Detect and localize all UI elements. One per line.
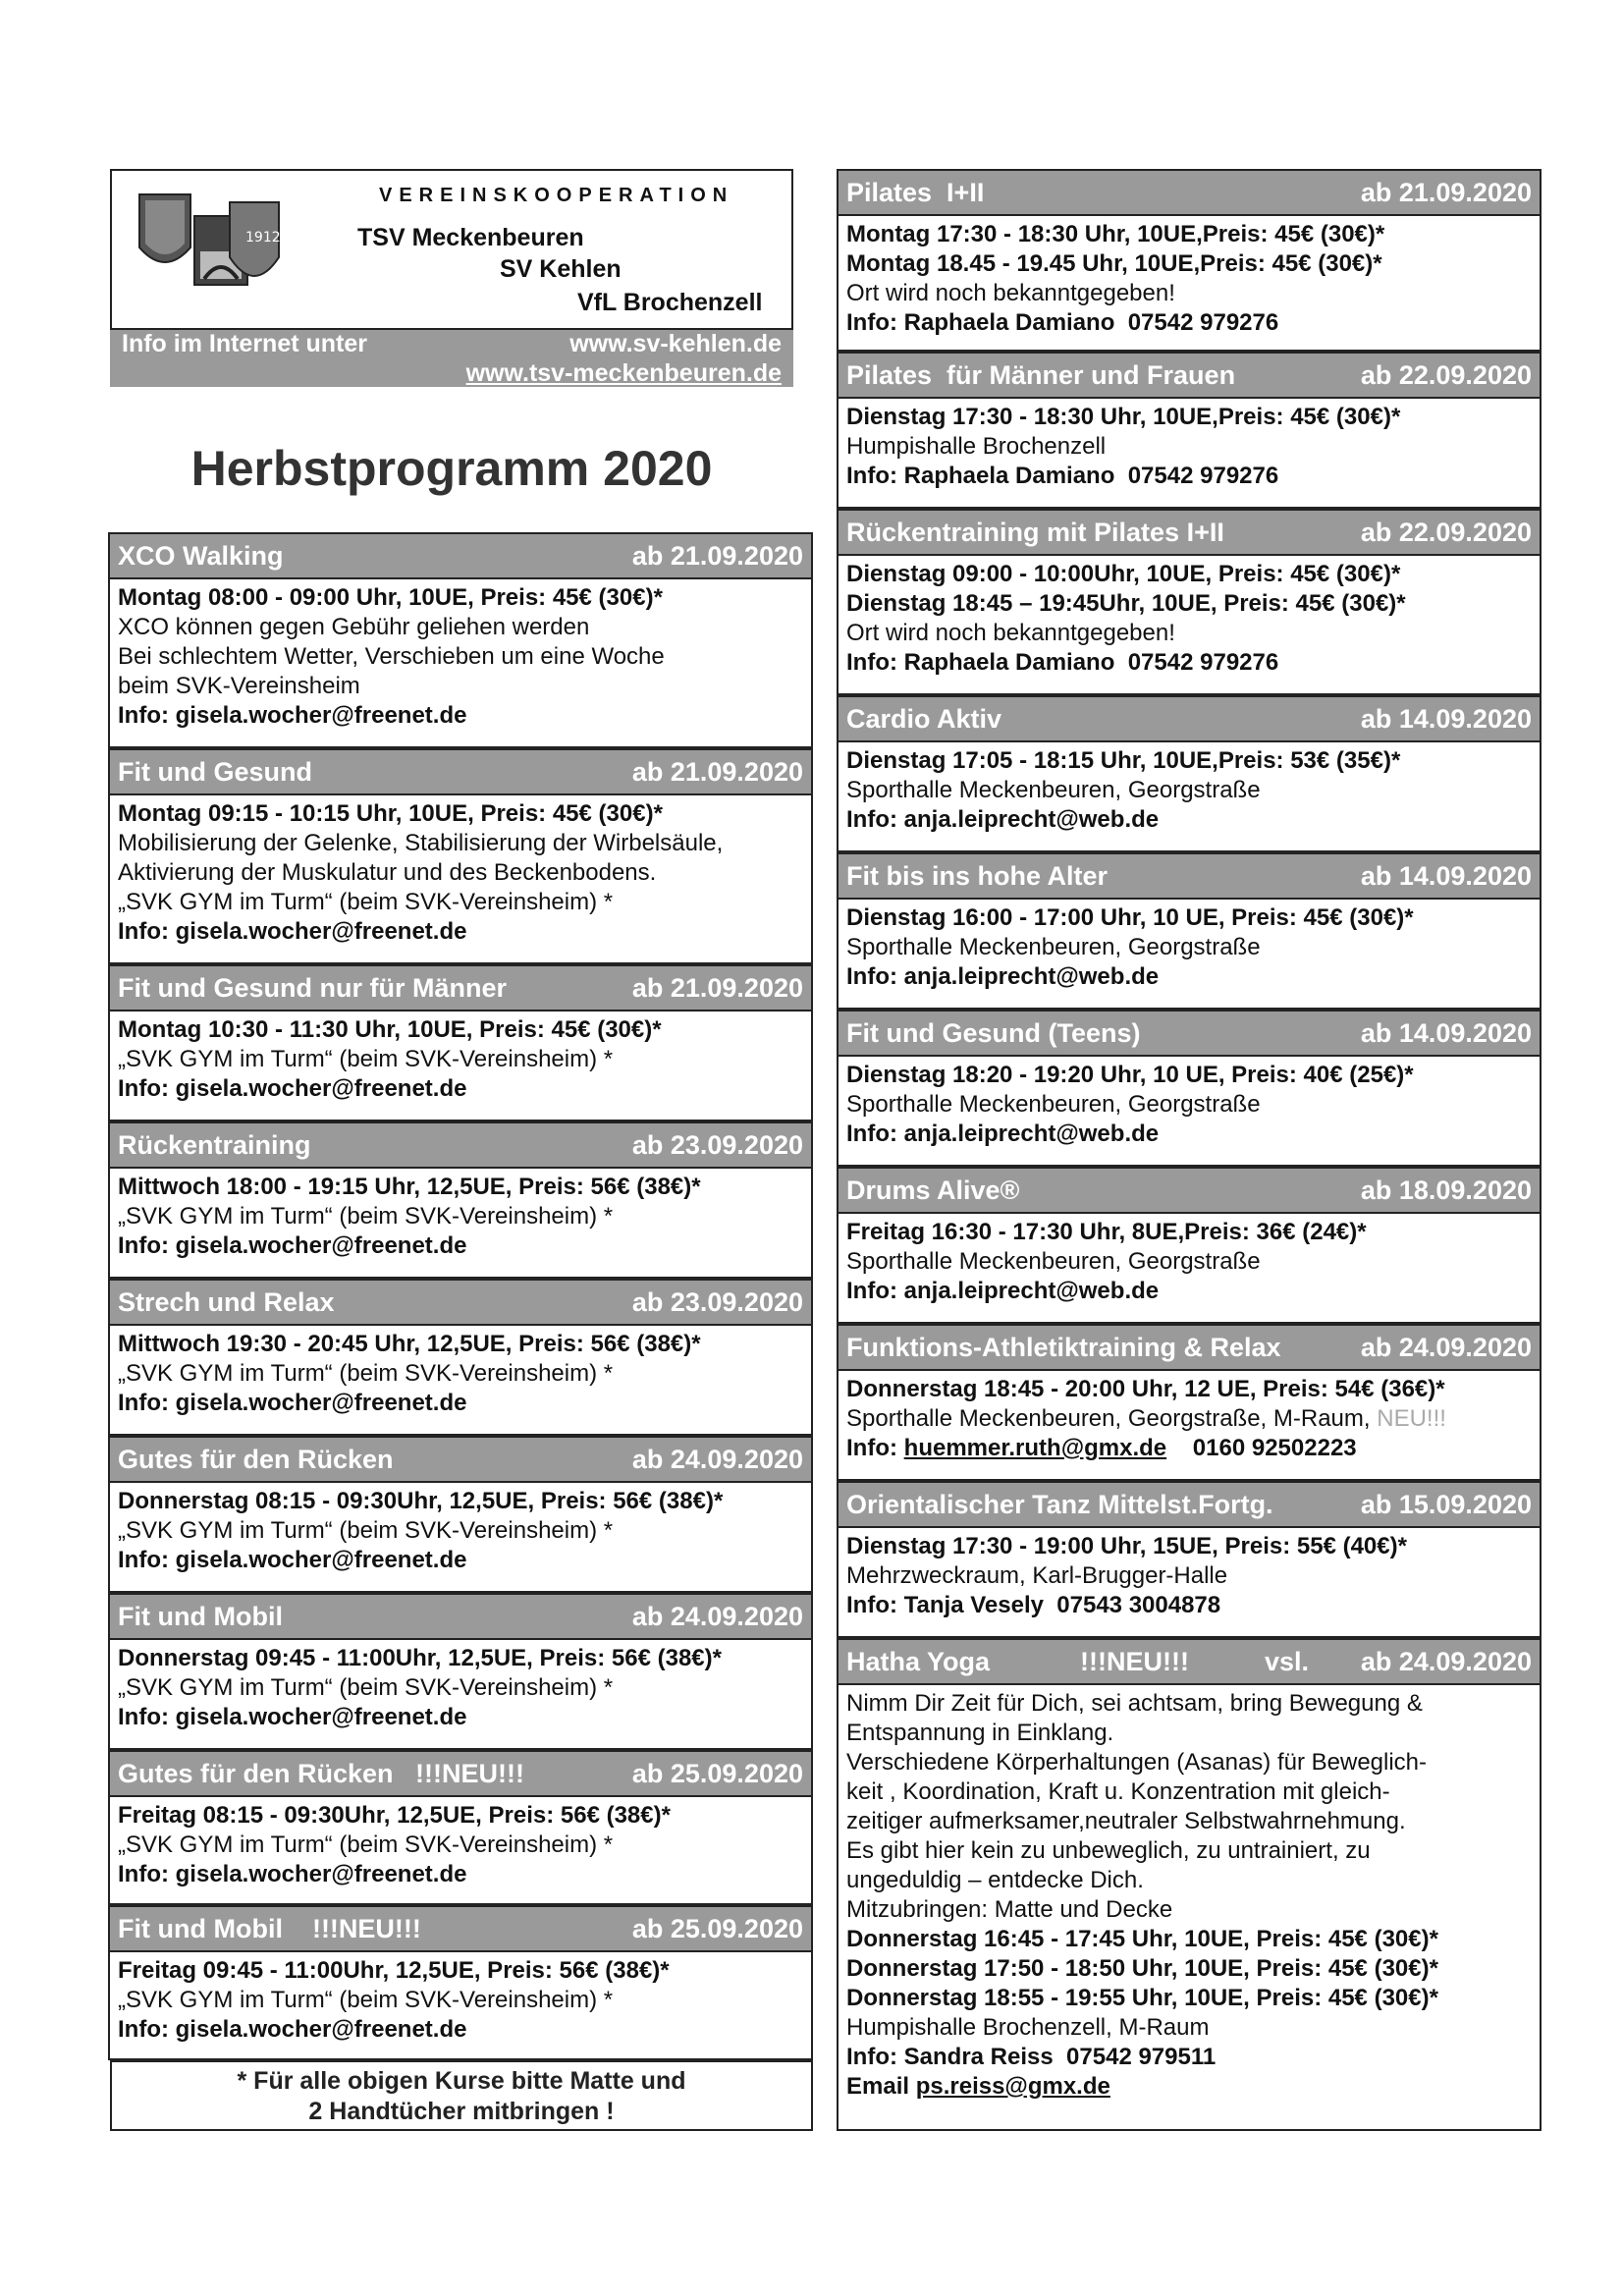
neu-badge: !!!NEU!!! <box>1080 1647 1189 1676</box>
course-text: Humpishalle Brochenzell <box>846 433 1107 460</box>
course-date: ab 21.09.2020 <box>631 757 803 787</box>
club-tsv: TSV Meckenbeuren <box>357 224 584 251</box>
course-date: ab 24.09.2020 <box>1360 1333 1532 1362</box>
course-info: Info: gisela.wocher@freenet.de <box>118 1861 467 1887</box>
course-schedule: Mittwoch 18:00 - 19:15 Uhr, 12,5UE, Preis: 56€ (38€)* <box>118 1174 701 1200</box>
course-title: Fit und Gesund nur für Männer <box>118 973 507 1003</box>
course-gutes-ruecken-do <box>108 1436 813 1593</box>
course-pilates-mf <box>837 352 1542 509</box>
course-info: Info: anja.leiprecht@web.de <box>846 1121 1160 1147</box>
course-schedule: Dienstag 18:45 – 19:45Uhr, 10UE, Preis: 45€ (30€)* <box>846 590 1406 617</box>
course-schedule: Dienstag 16:00 - 17:00 Uhr, 10 UE, Preis: 45€ (30€)* <box>846 904 1414 931</box>
course-date: ab 24.09.2020 <box>631 1445 803 1474</box>
course-title: Fit und Mobil !!!NEU!!! <box>118 1914 421 1943</box>
course-schedule: Donnerstag 08:15 - 09:30Uhr, 12,5UE, Preis: 56€ (38€)* <box>118 1488 724 1514</box>
course-title: Fit und Gesund <box>118 757 312 787</box>
course-pilates <box>837 169 1542 352</box>
course-info: Info: gisela.wocher@freenet.de <box>118 1547 467 1573</box>
course-rueckentraining <box>108 1121 813 1279</box>
course-schedule: Freitag 08:15 - 09:30Uhr, 12,5UE, Preis: 56€ (38€)* <box>118 1802 671 1829</box>
course-text: „SVK GYM im Turm“ (beim SVK-Vereinsheim) * <box>118 1517 614 1544</box>
neu-badge: NEU!!! <box>1377 1405 1446 1432</box>
course-text: Es gibt hier kein zu unbeweglich, zu untrainiert, zu <box>846 1837 1371 1864</box>
course-fit-und-gesund <box>108 748 813 964</box>
course-text: Ort wird noch bekanntgegeben! <box>846 280 1175 306</box>
course-fit-teens <box>837 1010 1542 1167</box>
course-info: Info: Sandra Reiss 07542 979511 <box>846 2044 1217 2070</box>
course-fit-mobil-fr <box>108 1905 813 2060</box>
course-title: Gutes für den Rücken <box>118 1445 394 1474</box>
course-info: Info: gisela.wocher@freenet.de <box>118 2016 467 2043</box>
course-date: ab 23.09.2020 <box>631 1287 803 1317</box>
course-title: Funktions-Athletiktraining & Relax <box>846 1333 1281 1362</box>
course-schedule: Freitag 09:45 - 11:00Uhr, 12,5UE, Preis: 56€ (38€)* <box>118 1957 670 1984</box>
course-orientalischer-tanz <box>837 1481 1542 1638</box>
course-title: Pilates für Männer und Frauen <box>846 360 1236 390</box>
course-hatha-yoga <box>837 1638 1542 2131</box>
course-date: ab 21.09.2020 <box>631 973 803 1003</box>
course-text: ungeduldig – entdecke Dich. <box>846 1867 1144 1893</box>
course-schedule: Dienstag 17:05 - 18:15 Uhr, 10UE,Preis: 53€ (35€)* <box>846 747 1401 774</box>
course-date: ab 25.09.2020 <box>631 1759 803 1788</box>
course-cardio-aktiv <box>837 695 1542 852</box>
club-logos <box>135 187 283 314</box>
svg-text:1912: 1912 <box>245 230 281 246</box>
course-text: „SVK GYM im Turm“ (beim SVK-Vereinsheim) * <box>118 1046 614 1072</box>
note-line: 2 Handtücher mitbringen ! <box>308 2098 615 2125</box>
course-title: XCO Walking <box>118 541 284 571</box>
course-text: „SVK GYM im Turm“ (beim SVK-Vereinsheim) * <box>118 1203 614 1230</box>
course-text: „SVK GYM im Turm“ (beim SVK-Vereinsheim) * <box>118 889 614 915</box>
course-date: ab 24.09.2020 <box>631 1602 803 1631</box>
course-phone: 0160 92502223 <box>1192 1435 1357 1461</box>
course-schedule: Montag 08:00 - 09:00 Uhr, 10UE, Preis: 45€ (30€)* <box>118 584 663 611</box>
url-tsv-meckenbeuren[interactable]: www.tsv-meckenbeuren.de <box>465 359 782 387</box>
course-text: Sporthalle Meckenbeuren, Georgstraße, M-Raum, <box>846 1405 1371 1432</box>
url-sv-kehlen[interactable]: www.sv-kehlen.de <box>569 330 782 357</box>
course-date: ab 21.09.2020 <box>1360 178 1532 207</box>
course-title: Cardio Aktiv <box>846 704 1002 734</box>
club-header <box>110 169 793 330</box>
course-title: Fit und Mobil <box>118 1602 283 1631</box>
course-date: ab 25.09.2020 <box>631 1914 803 1943</box>
course-schedule: Freitag 16:30 - 17:30 Uhr, 8UE,Preis: 36€ (24€)* <box>846 1219 1367 1245</box>
course-text: Mitzubringen: Matte und Decke <box>846 1896 1173 1923</box>
course-info-label: Info: <box>846 1435 897 1461</box>
course-text: Verschiedene Körperhaltungen (Asanas) für Beweglich- <box>846 1749 1428 1776</box>
course-text: Sporthalle Meckenbeuren, Georgstraße <box>846 1248 1261 1275</box>
course-text: Sporthalle Meckenbeuren, Georgstraße <box>846 777 1261 803</box>
course-fit-mobil-do <box>108 1593 813 1750</box>
course-text: Mehrzweckraum, Karl-Brugger-Halle <box>846 1562 1228 1589</box>
course-text: Mobilisierung der Gelenke, Stabilisierung der Wirbelsäule, <box>118 830 724 856</box>
course-date: ab 14.09.2020 <box>1360 1018 1532 1048</box>
course-text: Aktivierung der Muskulatur und des Beckenbodens. <box>118 859 657 886</box>
course-schedule: Donnerstag 09:45 - 11:00Uhr, 12,5UE, Preis: 56€ (38€)* <box>118 1645 722 1671</box>
course-schedule: Dienstag 17:30 - 18:30 Uhr, 10UE,Preis: 45€ (30€)* <box>846 404 1401 430</box>
course-date: ab 23.09.2020 <box>631 1130 803 1160</box>
course-ruecken-pilates <box>837 509 1542 695</box>
course-date: ab 21.09.2020 <box>631 541 803 571</box>
course-info: Info: gisela.wocher@freenet.de <box>118 1704 467 1730</box>
club-vfl: VfL Brochenzell <box>577 289 763 316</box>
course-title: Hatha Yoga <box>846 1647 991 1676</box>
course-info: Info: gisela.wocher@freenet.de <box>118 1075 467 1102</box>
course-text: Sporthalle Meckenbeuren, Georgstraße <box>846 934 1261 960</box>
course-schedule: Dienstag 17:30 - 19:00 Uhr, 15UE, Preis: 55€ (40€)* <box>846 1533 1407 1559</box>
course-text: zeitiger aufmerksamer,neutraler Selbstwahrnehmung. <box>846 1808 1406 1834</box>
course-date: ab 22.09.2020 <box>1360 518 1532 547</box>
course-title: Fit bis ins hohe Alter <box>846 861 1109 891</box>
course-info: Info: anja.leiprecht@web.de <box>846 806 1160 833</box>
course-info: Info: gisela.wocher@freenet.de <box>118 702 467 729</box>
course-text: keit , Koordination, Kraft u. Konzentration mit gleich- <box>846 1778 1390 1805</box>
course-text: XCO können gegen Gebühr geliehen werden <box>118 614 590 640</box>
course-strech-relax <box>108 1279 813 1436</box>
course-text: „SVK GYM im Turm“ (beim SVK-Vereinsheim) * <box>118 1674 614 1701</box>
course-text: Nimm Dir Zeit für Dich, sei achtsam, bring Bewegung & <box>846 1690 1423 1717</box>
course-funktions-athletik <box>837 1324 1542 1481</box>
course-schedule: Donnerstag 17:50 - 18:50 Uhr, 10UE, Preis: 45€ (30€)* <box>846 1955 1438 1982</box>
course-info: Info: Raphaela Damiano 07542 979276 <box>846 463 1279 489</box>
course-title: Gutes für den Rücken !!!NEU!!! <box>118 1759 525 1788</box>
email-label: Email <box>846 2073 910 2100</box>
course-date: ab 24.09.2020 <box>1360 1647 1532 1676</box>
course-title: Fit und Gesund (Teens) <box>846 1018 1141 1048</box>
kooperation-title: VEREINSKOOPERATION <box>379 185 734 206</box>
course-info: Info: gisela.wocher@freenet.de <box>118 1232 467 1259</box>
course-text: Entspannung in Einklang. <box>846 1720 1114 1746</box>
course-schedule: Donnerstag 16:45 - 17:45 Uhr, 10UE, Preis: 45€ (30€)* <box>846 1926 1438 1952</box>
course-schedule: Dienstag 18:20 - 19:20 Uhr, 10 UE, Preis: 40€ (25€)* <box>846 1062 1414 1088</box>
course-title: Rückentraining mit Pilates I+II <box>846 518 1224 547</box>
course-title: Orientalischer Tanz Mittelst.Fortg. <box>846 1490 1273 1519</box>
course-fit-alter <box>837 852 1542 1010</box>
course-text: „SVK GYM im Turm“ (beim SVK-Vereinsheim) * <box>118 1831 614 1858</box>
email-link[interactable]: ps.reiss@gmx.de <box>915 2073 1110 2100</box>
course-info: Info: gisela.wocher@freenet.de <box>118 1390 467 1416</box>
course-gutes-ruecken-fr <box>108 1750 813 1905</box>
course-fit-maenner <box>108 964 813 1121</box>
course-schedule: Montag 17:30 - 18:30 Uhr, 10UE,Preis: 45€ (30€)* <box>846 221 1385 247</box>
course-text: Ort wird noch bekanntgegeben! <box>846 620 1175 646</box>
course-schedule: Donnerstag 18:45 - 20:00 Uhr, 12 UE, Preis: 54€ (36€)* <box>846 1376 1445 1402</box>
course-drums-alive <box>837 1167 1542 1324</box>
course-title: Strech und Relax <box>118 1287 335 1317</box>
course-title: Rückentraining <box>118 1130 311 1160</box>
equipment-note <box>110 2060 813 2131</box>
course-date: ab 14.09.2020 <box>1360 704 1532 734</box>
course-text: Bei schlechtem Wetter, Verschieben um eine Woche <box>118 643 665 670</box>
email-link[interactable]: huemmer.ruth@gmx.de <box>903 1435 1167 1461</box>
course-schedule: Dienstag 09:00 - 10:00Uhr, 10UE, Preis: 45€ (30€)* <box>846 561 1401 587</box>
course-schedule: Montag 18.45 - 19.45 Uhr, 10UE,Preis: 45€ (30€)* <box>846 250 1382 277</box>
club-svk: SV Kehlen <box>500 255 622 283</box>
note-line: * Für alle obigen Kurse bitte Matte und <box>237 2067 686 2095</box>
course-info: Info: anja.leiprecht@web.de <box>846 963 1160 990</box>
course-info: Info: Raphaela Damiano 07542 979276 <box>846 649 1279 676</box>
course-schedule: Montag 09:15 - 10:15 Uhr, 10UE, Preis: 45€ (30€)* <box>118 800 663 827</box>
course-info: Info: gisela.wocher@freenet.de <box>118 918 467 945</box>
course-date: ab 15.09.2020 <box>1360 1490 1532 1519</box>
course-date: ab 22.09.2020 <box>1360 360 1532 390</box>
internet-info-bar <box>110 330 793 387</box>
course-title: Drums Alive® <box>846 1175 1020 1205</box>
course-date: ab 14.09.2020 <box>1360 861 1532 891</box>
course-vsl: vsl. <box>1265 1647 1310 1676</box>
course-xco-walking <box>108 532 813 748</box>
course-info: Info: Raphaela Damiano 07542 979276 <box>846 309 1279 336</box>
course-text: Sporthalle Meckenbeuren, Georgstraße <box>846 1091 1261 1118</box>
course-info: Info: Tanja Vesely 07543 3004878 <box>846 1592 1221 1618</box>
info-label: Info im Internet unter <box>122 330 367 357</box>
course-text: „SVK GYM im Turm“ (beim SVK-Vereinsheim) * <box>118 1987 614 2013</box>
course-schedule: Montag 10:30 - 11:30 Uhr, 10UE, Preis: 45€ (30€)* <box>118 1016 662 1043</box>
course-info: Info: anja.leiprecht@web.de <box>846 1278 1160 1304</box>
course-date: ab 18.09.2020 <box>1360 1175 1532 1205</box>
course-text: „SVK GYM im Turm“ (beim SVK-Vereinsheim) * <box>118 1360 614 1387</box>
course-title: Pilates I+II <box>846 178 985 207</box>
course-text: beim SVK-Vereinsheim <box>118 673 360 699</box>
course-text: Humpishalle Brochenzell, M-Raum <box>846 2014 1210 2041</box>
course-schedule: Donnerstag 18:55 - 19:55 Uhr, 10UE, Preis: 45€ (30€)* <box>846 1985 1438 2011</box>
course-schedule: Mittwoch 19:30 - 20:45 Uhr, 12,5UE, Preis: 56€ (38€)* <box>118 1331 701 1357</box>
page-title: Herbstprogramm 2020 <box>190 441 713 496</box>
